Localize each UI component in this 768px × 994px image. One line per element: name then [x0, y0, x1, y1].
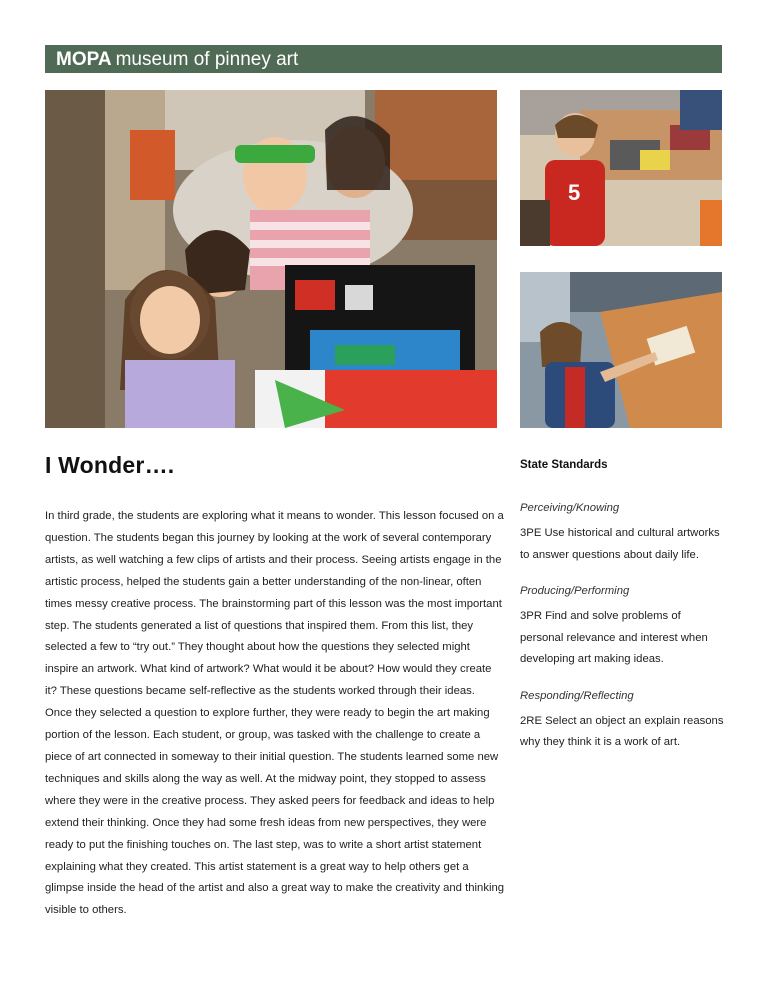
standard-responding	[520, 688, 725, 754]
svg-text:5: 5	[568, 180, 581, 205]
standard-category: Producing/Performing	[520, 585, 630, 597]
photo-icon	[45, 90, 497, 428]
students-holding-artwork-photo	[45, 90, 497, 428]
header-banner	[45, 45, 722, 73]
standard-text: 3PE Use historical and cultural artworks to answer questions about daily life.	[520, 527, 720, 561]
standard-category: Responding/Reflecting	[520, 689, 634, 702]
state-standards-heading: State Standards	[520, 459, 608, 471]
student-working-at-table-photo	[520, 90, 722, 246]
standard-producing	[520, 583, 725, 671]
standard-text: 2RE Select an object an explain reasons why they think it is a work of art.	[520, 714, 724, 748]
article-body: In third grade, the students are exploring what it means to wonder. This lesson focused on a question. The students began this journey by looking at the work of several contemporary artists, as well watching a few clips of artists and their process. Seeing artists engage in the artistic process, helped the students gain a better understanding of the non-linear, often times messy creative process. The brainstorming part of this lesson was the most important step. The students generated a list of questions that inspired them. From this list, they selected a few to “try out.” They thought about how the questions they selected might inspire an artwork. What kind of artwork? What would it be about? How would they create it? These questions became self-reflective as the students worked through their ideas. Once they selected a question to explore further, they were ready to begin the art making portion of the lesson. Each student, or group, was tasked with the challenge to create a piece of art connected in someway to their initial question. The students learned some new techniques and skills along the way as well. At the midway point, they stopped to assess where they were in the creative process. They asked peers for feedback and ideas to help extend their thinking. Once they had some fresh ideas from new perspectives, they were ready to put the finishing touches on. The last step, was to write a short artist statement explaining what they created. This artist statement is a great way to help others get a glimpse inside the head of the artist and also a great way to make the creativity and thinking visible to others.	[45, 510, 505, 917]
standard-text: 3PR Find and solve problems of personal relevance and interest when developing art making ideas.	[520, 610, 708, 665]
photo-icon	[520, 90, 722, 246]
standard-category: Perceiving/Knowing	[520, 502, 620, 514]
state-standards-sidebar	[520, 459, 725, 771]
student-drawing-photo	[520, 272, 722, 428]
brand-subtitle: museum of pinney art	[115, 49, 299, 70]
article-title: I Wonder….	[45, 452, 175, 478]
standard-perceiving	[520, 500, 725, 566]
brand-name: MOPA	[56, 49, 112, 70]
photo-icon	[520, 272, 722, 428]
